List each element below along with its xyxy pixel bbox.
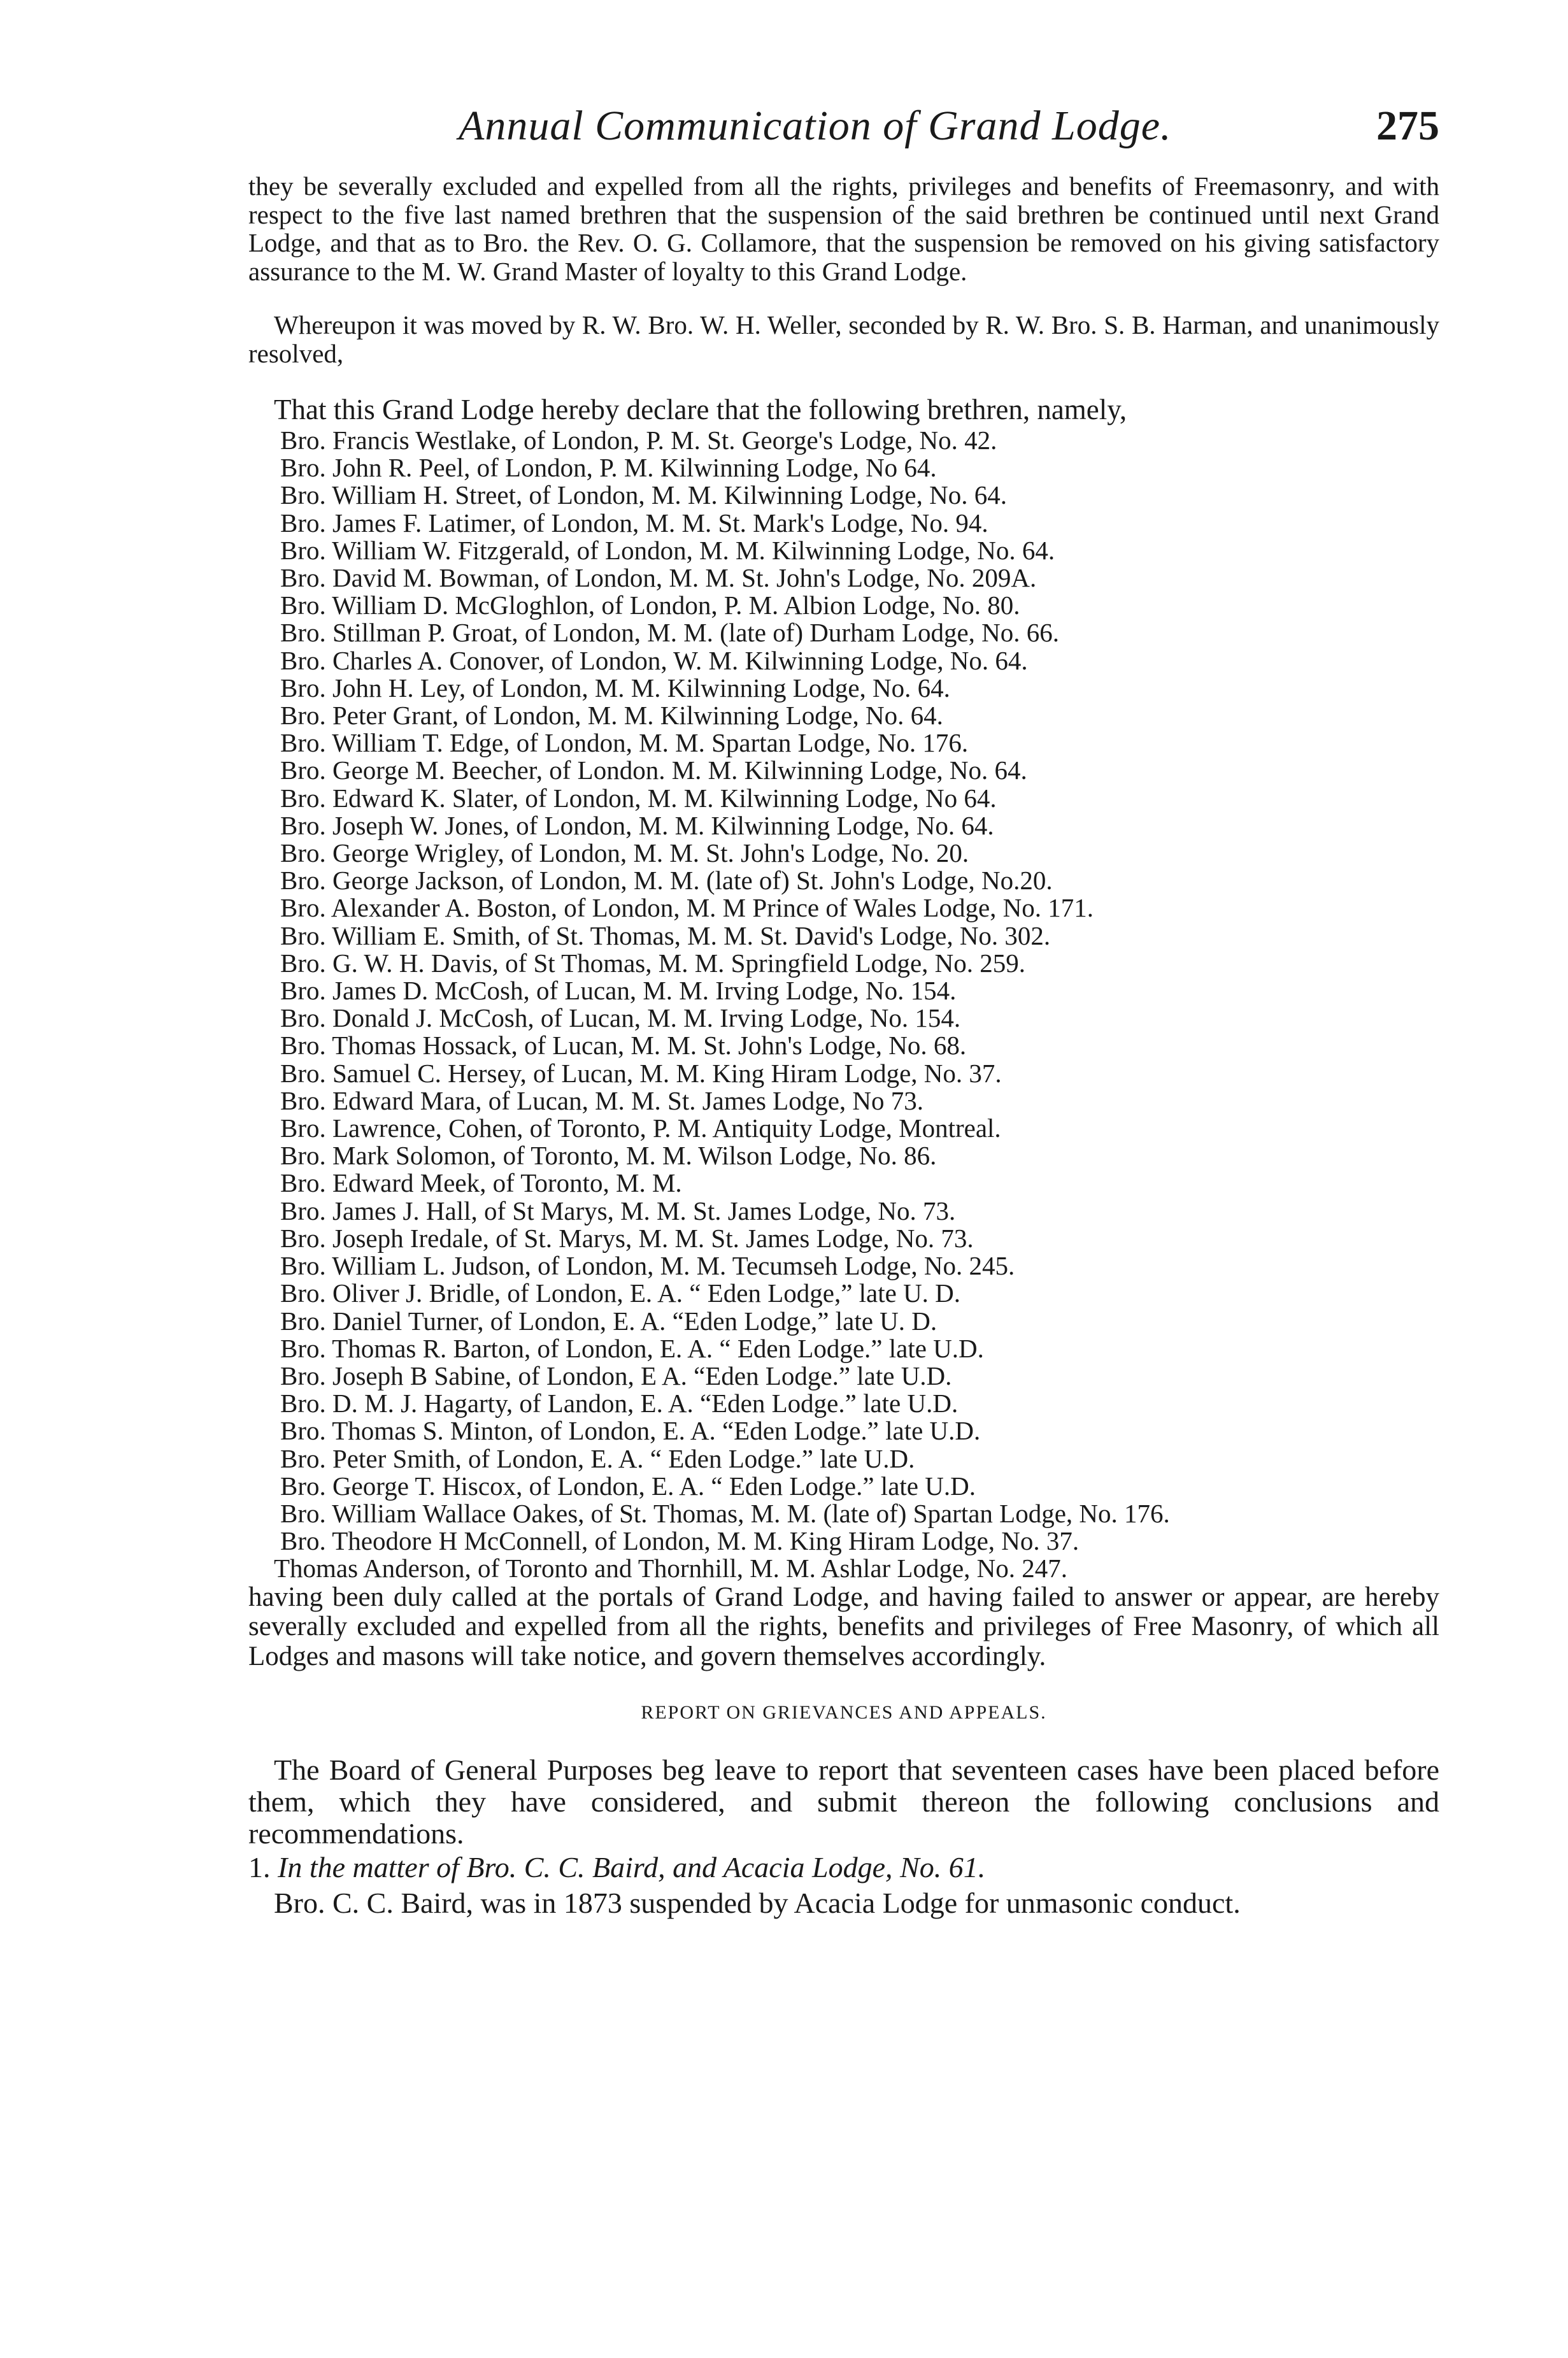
- brother-entry: Bro. Donald J. McCosh, of Lucan, M. M. Irving Lodge, No. 154.: [280, 1003, 961, 1033]
- brother-entry: Bro. George T. Hiscox, of London, E. A. “ Eden Lodge.” late U.D.: [280, 1471, 976, 1501]
- resolution-intro: That this Grand Lodge hereby declare that the following brethren, namely,: [274, 394, 1127, 425]
- brother-entry: Bro. Joseph Iredale, of St. Marys, M. M. St. James Lodge, No. 73.: [280, 1223, 974, 1253]
- brother-entry: Bro. William T. Edge, of London, M. M. Spartan Lodge, No. 176.: [280, 728, 969, 758]
- brother-entry: Bro. Mark Solomon, of Toronto, M. M. Wilson Lodge, No. 86.: [280, 1141, 937, 1171]
- brother-entry: Bro. Peter Grant, of London, M. M. Kilwinning Lodge, No. 64.: [280, 701, 943, 731]
- brother-entry: Bro. Charles A. Conover, of London, W. M. Kilwinning Lodge, No. 64.: [280, 645, 1028, 675]
- brother-entry: Bro. James J. Hall, of St Marys, M. M. St. James Lodge, No. 73.: [280, 1196, 956, 1225]
- brother-entry: Bro. James D. McCosh, of Lucan, M. M. Irving Lodge, No. 154.: [280, 976, 957, 1006]
- brother-entry: Bro. William E. Smith, of St. Thomas, M. M. St. David's Lodge, No. 302.: [280, 920, 1051, 950]
- last-entry: Thomas Anderson, of Toronto and Thornhill, M. M. Ashlar Lodge, No. 247.: [274, 1554, 1068, 1583]
- brother-entry: Bro. Samuel C. Hersey, of Lucan, M. M. King Hiram Lodge, No. 37.: [280, 1058, 1002, 1088]
- brother-entry: Bro. David M. Bowman, of London, M. M. St. John's Lodge, No. 209A.: [280, 563, 1037, 593]
- brother-entry: Bro. William H. Street, of London, M. M. Kilwinning Lodge, No. 64.: [280, 480, 1007, 510]
- brother-entry: Bro. Joseph W. Jones, of London, M. M. Kilwinning Lodge, No. 64.: [280, 810, 994, 840]
- brother-entry: Bro. John H. Ley, of London, M. M. Kilwinning Lodge, No. 64.: [280, 673, 950, 703]
- brother-entry: Bro. Joseph B Sabine, of London, E A. “Eden Lodge.” late U.D.: [280, 1361, 952, 1390]
- brethren-list: [248, 427, 1439, 1555]
- brother-entry: Bro. William L. Judson, of London, M. M. Tecumseh Lodge, No. 245.: [280, 1251, 1015, 1281]
- exclusion-paragraph: they be severally excluded and expelled from all the rights, privileges and benefits of Freemasonry, and with respect to the five last named brethren that the suspension of the said brethren be continued until next Grand Lodge, and that as to Bro. the Rev. O. G. Collamore, that the suspension be removed on his giving satisfactory assurance to the M. W. Grand Master of loyalty to this Grand Lodge.: [248, 171, 1439, 286]
- brother-entry: Bro. Edward Mara, of Lucan, M. M. St. James Lodge, No 73.: [280, 1085, 924, 1115]
- page: [248, 102, 1439, 1921]
- matter-first-line: Bro. C. C. Baird, was in 1873 suspended by Acacia Lodge for unmasonic conduct.: [274, 1887, 1241, 1920]
- matter-number: 1.: [248, 1851, 271, 1884]
- brother-entry: Bro. Oliver J. Bridle, of London, E. A. “ Eden Lodge,” late U. D.: [280, 1278, 961, 1308]
- brother-entry: Bro. Lawrence, Cohen, of Toronto, P. M. Antiquity Lodge, Montreal.: [280, 1113, 1001, 1143]
- brother-entry: Bro. Thomas R. Barton, of London, E. A. “ Eden Lodge.” late U.D.: [280, 1333, 984, 1363]
- brother-entry: Bro. William Wallace Oakes, of St. Thomas, M. M. (late of) Spartan Lodge, No. 176.: [280, 1498, 1170, 1528]
- brother-entry: Bro. G. W. H. Davis, of St Thomas, M. M. Springfield Lodge, No. 259.: [280, 948, 1026, 978]
- brother-entry: Bro. George M. Beecher, of London. M. M. Kilwinning Lodge, No. 64.: [280, 755, 1027, 785]
- running-title: Annual Communication of Grand Lodge.: [459, 103, 1172, 149]
- brother-entry: Bro. William D. McGloghlon, of London, P. M. Albion Lodge, No. 80.: [280, 590, 1020, 620]
- brother-entry: Bro. George Wrigley, of London, M. M. St. John's Lodge, No. 20.: [280, 838, 969, 868]
- brother-entry: Bro. Alexander A. Boston, of London, M. M Prince of Wales Lodge, No. 171.: [280, 893, 1094, 923]
- brother-entry: Bro. Stillman P. Groat, of London, M. M. (late of) Durham Lodge, No. 66.: [280, 618, 1060, 648]
- section-heading: REPORT ON GRIEVANCES AND APPEALS.: [641, 1702, 1047, 1724]
- brother-entry: Bro. George Jackson, of London, M. M. (late of) St. John's Lodge, No.20.: [280, 866, 1053, 896]
- motion-paragraph: Whereupon it was moved by R. W. Bro. W. H. Weller, seconded by R. W. Bro. S. B. Harman, and unanimously resolved,: [248, 310, 1439, 368]
- brother-entry: Bro. Francis Westlake, of London, P. M. St. George's Lodge, No. 42.: [280, 425, 997, 455]
- brother-entry: Bro. Thomas S. Minton, of London, E. A. “Eden Lodge.” late U.D.: [280, 1416, 981, 1446]
- brother-entry: Bro. Thomas Hossack, of Lucan, M. M. St. John's Lodge, No. 68.: [280, 1031, 967, 1061]
- brother-entry: Bro. William W. Fitzgerald, of London, M. M. Kilwinning Lodge, No. 64.: [280, 535, 1055, 565]
- brother-entry: Bro. Daniel Turner, of London, E. A. “Eden Lodge,” late U. D.: [280, 1306, 937, 1336]
- brother-entry: Bro. John R. Peel, of London, P. M. Kilwinning Lodge, No 64.: [280, 453, 937, 483]
- matter-heading: [248, 1850, 1439, 1885]
- brother-entry: Bro. Edward K. Slater, of London, M. M. Kilwinning Lodge, No 64.: [280, 783, 997, 813]
- section-intro: The Board of General Purposes beg leave to report that seventeen cases have been placed before them, which they have considered, and submit thereon the following conclusions and recommendations.: [248, 1754, 1439, 1850]
- page-header: [248, 102, 1439, 172]
- resolution-tail: having been duly called at the portals of Grand Lodge, and having failed to answer or appear, are hereby severally excluded and expelled from all the rights, benefits and privileges of Free Masonry, of which all Lodges and masons will take notice, and govern themselves accordingly.: [248, 1582, 1439, 1671]
- brother-entry: Bro. D. M. J. Hagarty, of Landon, E. A. “Eden Lodge.” late U.D.: [280, 1389, 959, 1418]
- brother-entry: Bro. Edward Meek, of Toronto, M. M.: [280, 1168, 682, 1198]
- brother-entry: Bro. Peter Smith, of London, E. A. “ Eden Lodge.” late U.D.: [280, 1443, 915, 1473]
- brother-entry: Bro. James F. Latimer, of London, M. M. St. Mark's Lodge, No. 94.: [280, 508, 988, 538]
- brother-entry: Bro. Theodore H McConnell, of London, M. M. King Hiram Lodge, No. 37.: [280, 1526, 1080, 1556]
- page-number: 275: [1376, 103, 1439, 149]
- matter-title: In the matter of Bro. C. C. Baird, and Acacia Lodge, No. 61.: [278, 1851, 986, 1884]
